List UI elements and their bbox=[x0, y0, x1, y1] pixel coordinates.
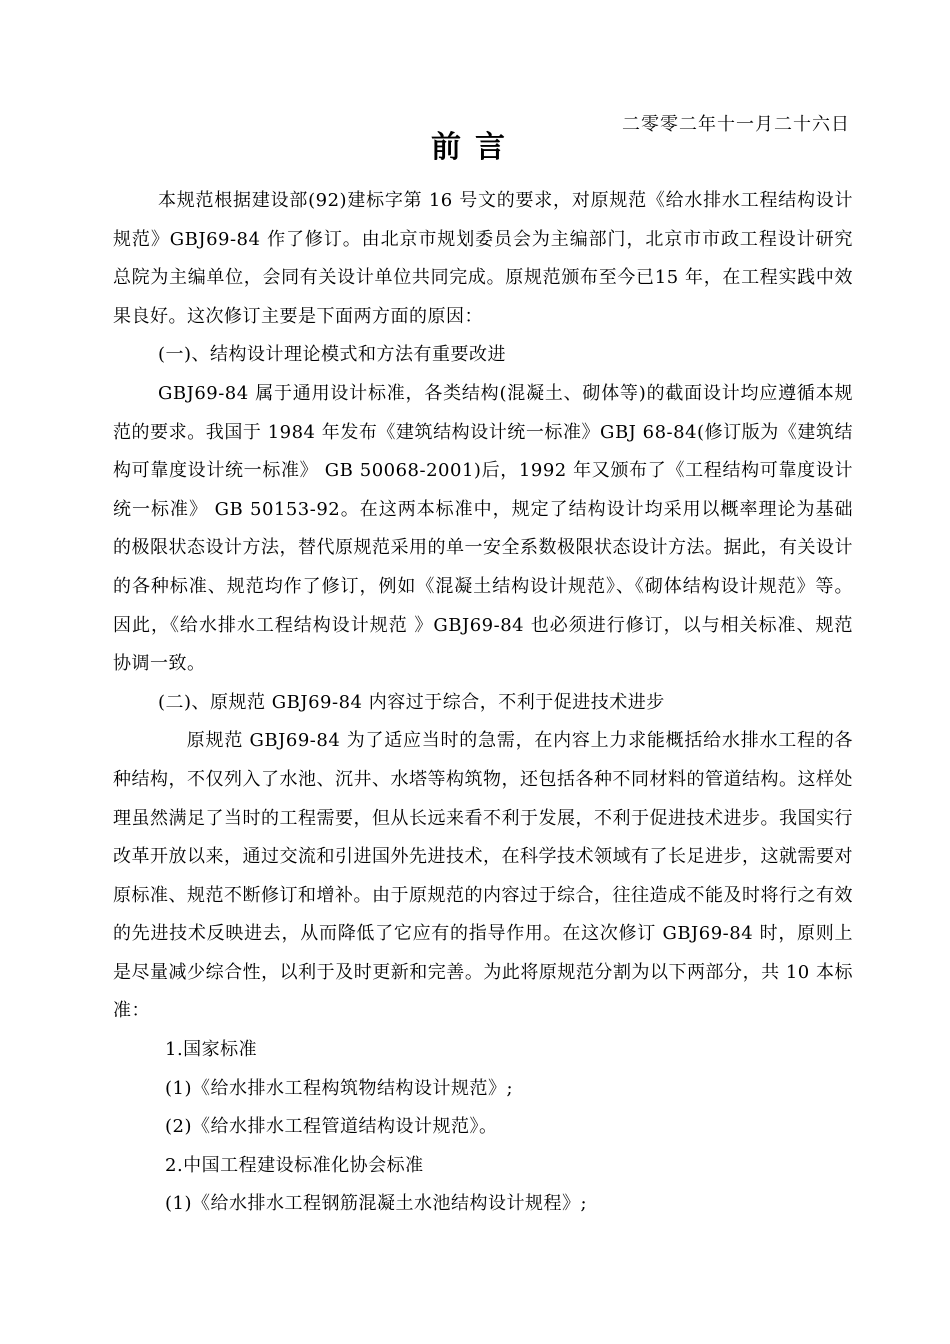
list-item-association-standard: 2.中国工程建设标准化协会标准 bbox=[165, 1154, 424, 1176]
paragraph-section-1: GBJ69-84 属于通用设计标准，各类结构(混凝土、砌体等)的截面设计均应遵循本规范的要求。我国于 1984 年发布《建筑结构设计统一标准》GBJ 68-84(修订版为《建筑结构可靠度设计统一标准》 GB 50068-2001)后，1992 年又颁布了《工程结构可靠度设计统一标准》 GB 50153-92。在这两本标准中，规定了结构设计均采用以概率理论为基础的极限状态设计方法，替代原规范采用的单一安全系数极限状态设计方法。据此，有关设计的各种标准、规范均作了修订，例如《混凝土结构设计规范》、《砌体结构设计规范》等。因此，《给水排水工程结构设计规范 》GBJ69-84 也必须进行修订，以与相关标准、规范协调一致。 bbox=[113, 382, 853, 675]
document-date: 二零零二年十一月二十六日 bbox=[622, 114, 850, 135]
paragraph-section-2: 原规范 GBJ69-84 为了适应当时的急需，在内容上力求能概括给水排水工程的各种结构，不仅列入了水池、沉井、水塔等构筑物，还包括各种不同材料的管道结构。这样处理虽然满足了当时的工程需要，但从长远来看不利于发展，不利于促进技术进步。我国实行改革开放以来，通过交流和引进国外先进技术，在科学技术领域有了长足进步，这就需要对原标准、规范不断修订和增补。由于原规范的内容过于综合，往往造成不能及时将行之有效的先进技术反映进去，从而降低了它应有的指导作用。在这次修订 GBJ69-84 时，原则上是尽量减少综合性，以利于及时更新和完善。为此将原规范分割为以下两部分，共 10 本标准： bbox=[113, 730, 853, 1022]
list-item-national-standard: 1.国家标准 bbox=[165, 1039, 258, 1061]
list-item-tank-code: (1)《给水排水工程钢筋混凝土水池结构设计规程》; bbox=[165, 1193, 588, 1215]
section-heading-2: (二)、原规范 GBJ69-84 内容过于综合，不利于促进技术进步 bbox=[158, 691, 665, 713]
section-heading-1: (一)、结构设计理论模式和方法有重要改进 bbox=[158, 344, 507, 366]
list-item-structures-code: (1)《给水排水工程构筑物结构设计规范》; bbox=[165, 1077, 514, 1099]
paragraph-intro: 本规范根据建设部(92)建标字第 16 号文的要求，对原规范《给水排水工程结构设计规范》GBJ69-84 作了修订。由北京市规划委员会为主编部门，北京市市政工程设计研究总院为主编单位，会同有关设计单位共同完成。原规范颁布至今已15 年，在工程实践中效果良好。这次修订主要是下面两方面的原因： bbox=[113, 190, 853, 327]
document-body bbox=[113, 182, 853, 1224]
page-title: 前言 bbox=[431, 130, 519, 165]
list-item-pipeline-code: (2)《给水排水工程管道结构设计规范》。 bbox=[165, 1116, 498, 1138]
